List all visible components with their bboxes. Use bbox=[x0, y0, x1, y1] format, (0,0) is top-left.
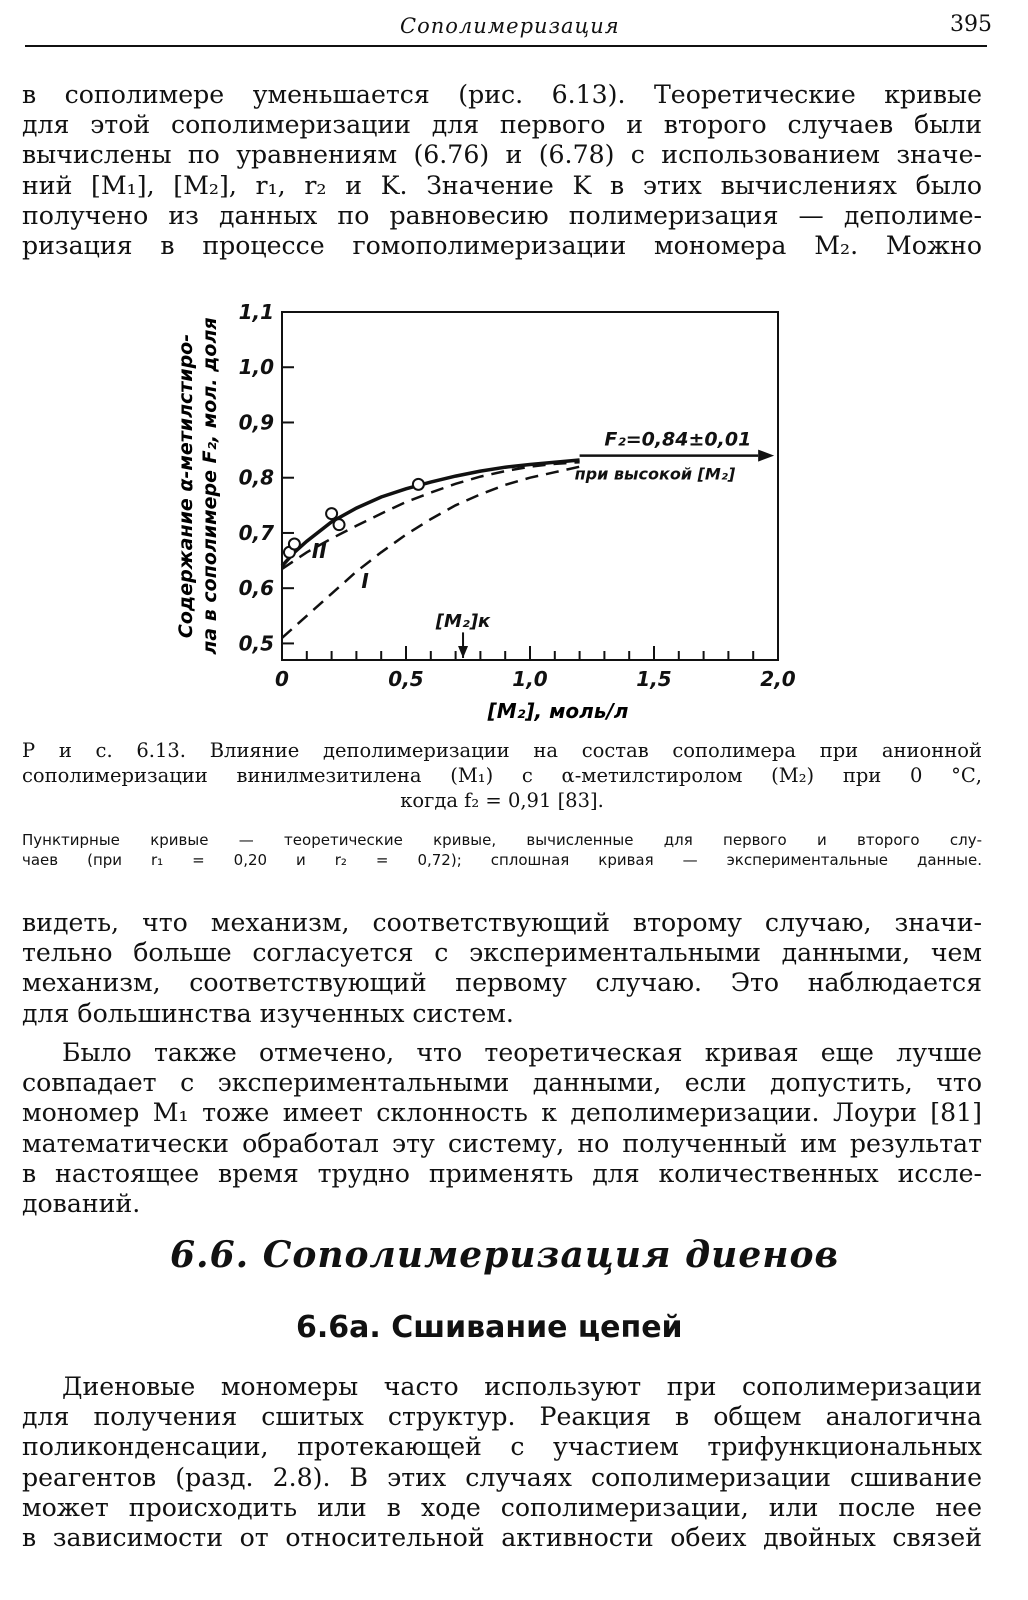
subsection-heading: 6.6а. Сшивание цепей bbox=[296, 1310, 683, 1345]
text-line: для большинства изученных систем. bbox=[22, 998, 514, 1028]
text-line: вычислены по уравнениям (6.76) и (6.78) с использованием значе- bbox=[22, 140, 982, 170]
y-tick-label: 0,9 bbox=[238, 410, 274, 435]
text-line: мономер M₁ тоже имеет склонность к деполимеризации. Лоури [81] bbox=[22, 1098, 982, 1128]
y-axis-label-line2: ла в сополимере F₂, мол. доля bbox=[199, 317, 221, 655]
x-axis-label: [M₂], моль/л bbox=[487, 699, 629, 723]
text-line: для этой сополимеризации для первого и второго случаев были bbox=[22, 110, 982, 140]
asymptote-label: F₂=0,84±0,01 bbox=[604, 428, 752, 451]
paragraph-2 bbox=[22, 908, 982, 1029]
caption-line: когда f₂ = 0,91 [83]. bbox=[400, 789, 604, 812]
paragraph-3 bbox=[22, 1038, 982, 1219]
y-tick-label: 0,8 bbox=[238, 465, 274, 490]
caption-line: Р и с. 6.13. Влияние деполимеризации на состав сополимера при анионной bbox=[22, 739, 982, 762]
plot-frame bbox=[282, 312, 778, 660]
chart-marks bbox=[239, 300, 796, 691]
text-line: механизм, соответствующий первому случаю. Это наблюдается bbox=[22, 968, 982, 998]
header-rule bbox=[25, 45, 987, 47]
figure-6-13 bbox=[170, 290, 810, 730]
x-tick-label: 1,0 bbox=[512, 667, 548, 691]
text-line: Диеновые мономеры часто используют при сополимеризации bbox=[62, 1372, 982, 1401]
y-tick-label: 1,1 bbox=[238, 300, 274, 324]
x-tick-label: 0 bbox=[275, 667, 289, 691]
y-tick-label: 1,0 bbox=[238, 355, 274, 380]
text-line: математически обработал эту систему, но полученный им результат bbox=[22, 1128, 982, 1158]
figure-note bbox=[22, 830, 982, 870]
y-tick-label: 0,6 bbox=[238, 576, 274, 601]
asymptote-arrowhead bbox=[758, 450, 774, 462]
x-tick-label: 0,5 bbox=[388, 667, 424, 691]
x-tick-label: 2,0 bbox=[760, 667, 796, 691]
series-label-I: I bbox=[361, 569, 369, 594]
section-heading: 6.6. Сополимеризация диенов bbox=[170, 1234, 840, 1276]
text-line: для получения сшитых структур. Реакция в общем аналогична bbox=[22, 1402, 982, 1432]
text-line: может происходить или в ходе сополимеризации, или после нее bbox=[22, 1492, 982, 1522]
data-point bbox=[413, 479, 424, 490]
note-line: Пунктирные кривые — теоретические кривые, вычисленные для первого и второго слу- bbox=[22, 831, 982, 849]
asymptote-note: при высокой [M₂] bbox=[574, 464, 736, 484]
data-point bbox=[334, 519, 345, 530]
text-line: ний [M₁], [M₂], r₁, r₂ и K. Значение K в этих вычислениях было bbox=[22, 170, 982, 200]
x-tick-label: 1,5 bbox=[636, 667, 672, 691]
text-line: ризация в процессе гомополимеризации мономера M₂. Можно bbox=[22, 231, 982, 261]
critical-label: [M₂]к bbox=[435, 610, 491, 632]
text-line: в сополимере уменьшается (рис. 6.13). Теоретические кривые bbox=[22, 80, 982, 109]
text-line: реагентов (разд. 2.8). В этих случаях сополимеризации сшивание bbox=[22, 1462, 982, 1492]
text-line: видеть, что механизм, соответствующий второму случаю, значи- bbox=[22, 908, 982, 937]
text-line: в настоящее время трудно применять для количественных иссле- bbox=[22, 1158, 982, 1188]
paragraph-4 bbox=[22, 1372, 982, 1553]
text-line: тельно больше согласуется с экспериментальными данными, чем bbox=[22, 938, 982, 968]
page-number: 395 bbox=[950, 12, 992, 37]
caption-line: сополимеризации винилмезитилена (M₁) с α-метилстиролом (M₂) при 0 °С, bbox=[22, 764, 982, 787]
series-label-II: II bbox=[311, 538, 327, 563]
critical-arrowhead bbox=[458, 646, 468, 658]
paragraph-1 bbox=[22, 80, 982, 261]
y-axis-label-line1: Содержание α-метилстиро- bbox=[175, 333, 197, 639]
data-point bbox=[289, 539, 300, 550]
y-tick-label: 0,5 bbox=[238, 631, 274, 656]
text-line: получено из данных по равновесию полимеризация — деполиме- bbox=[22, 200, 982, 230]
note-line: чаев (при r₁ = 0,20 и r₂ = 0,72); сплошная кривая — экспериментальные данные. bbox=[22, 851, 982, 869]
y-tick-label: 0,7 bbox=[238, 520, 274, 545]
text-line: совпадает с экспериментальными данными, если допустить, что bbox=[22, 1068, 982, 1098]
text-line: в зависимости от относительной активности обеих двойных связей bbox=[22, 1523, 982, 1553]
text-line: поликонденсации, протекающей с участием трифункциональных bbox=[22, 1432, 982, 1462]
data-point bbox=[326, 508, 337, 519]
text-line: Было также отмечено, что теоретическая кривая еще лучше bbox=[62, 1038, 982, 1067]
chart bbox=[170, 290, 810, 730]
running-title: Сополимеризация bbox=[400, 14, 620, 38]
figure-caption bbox=[22, 738, 982, 813]
text-line: дований. bbox=[22, 1189, 141, 1219]
